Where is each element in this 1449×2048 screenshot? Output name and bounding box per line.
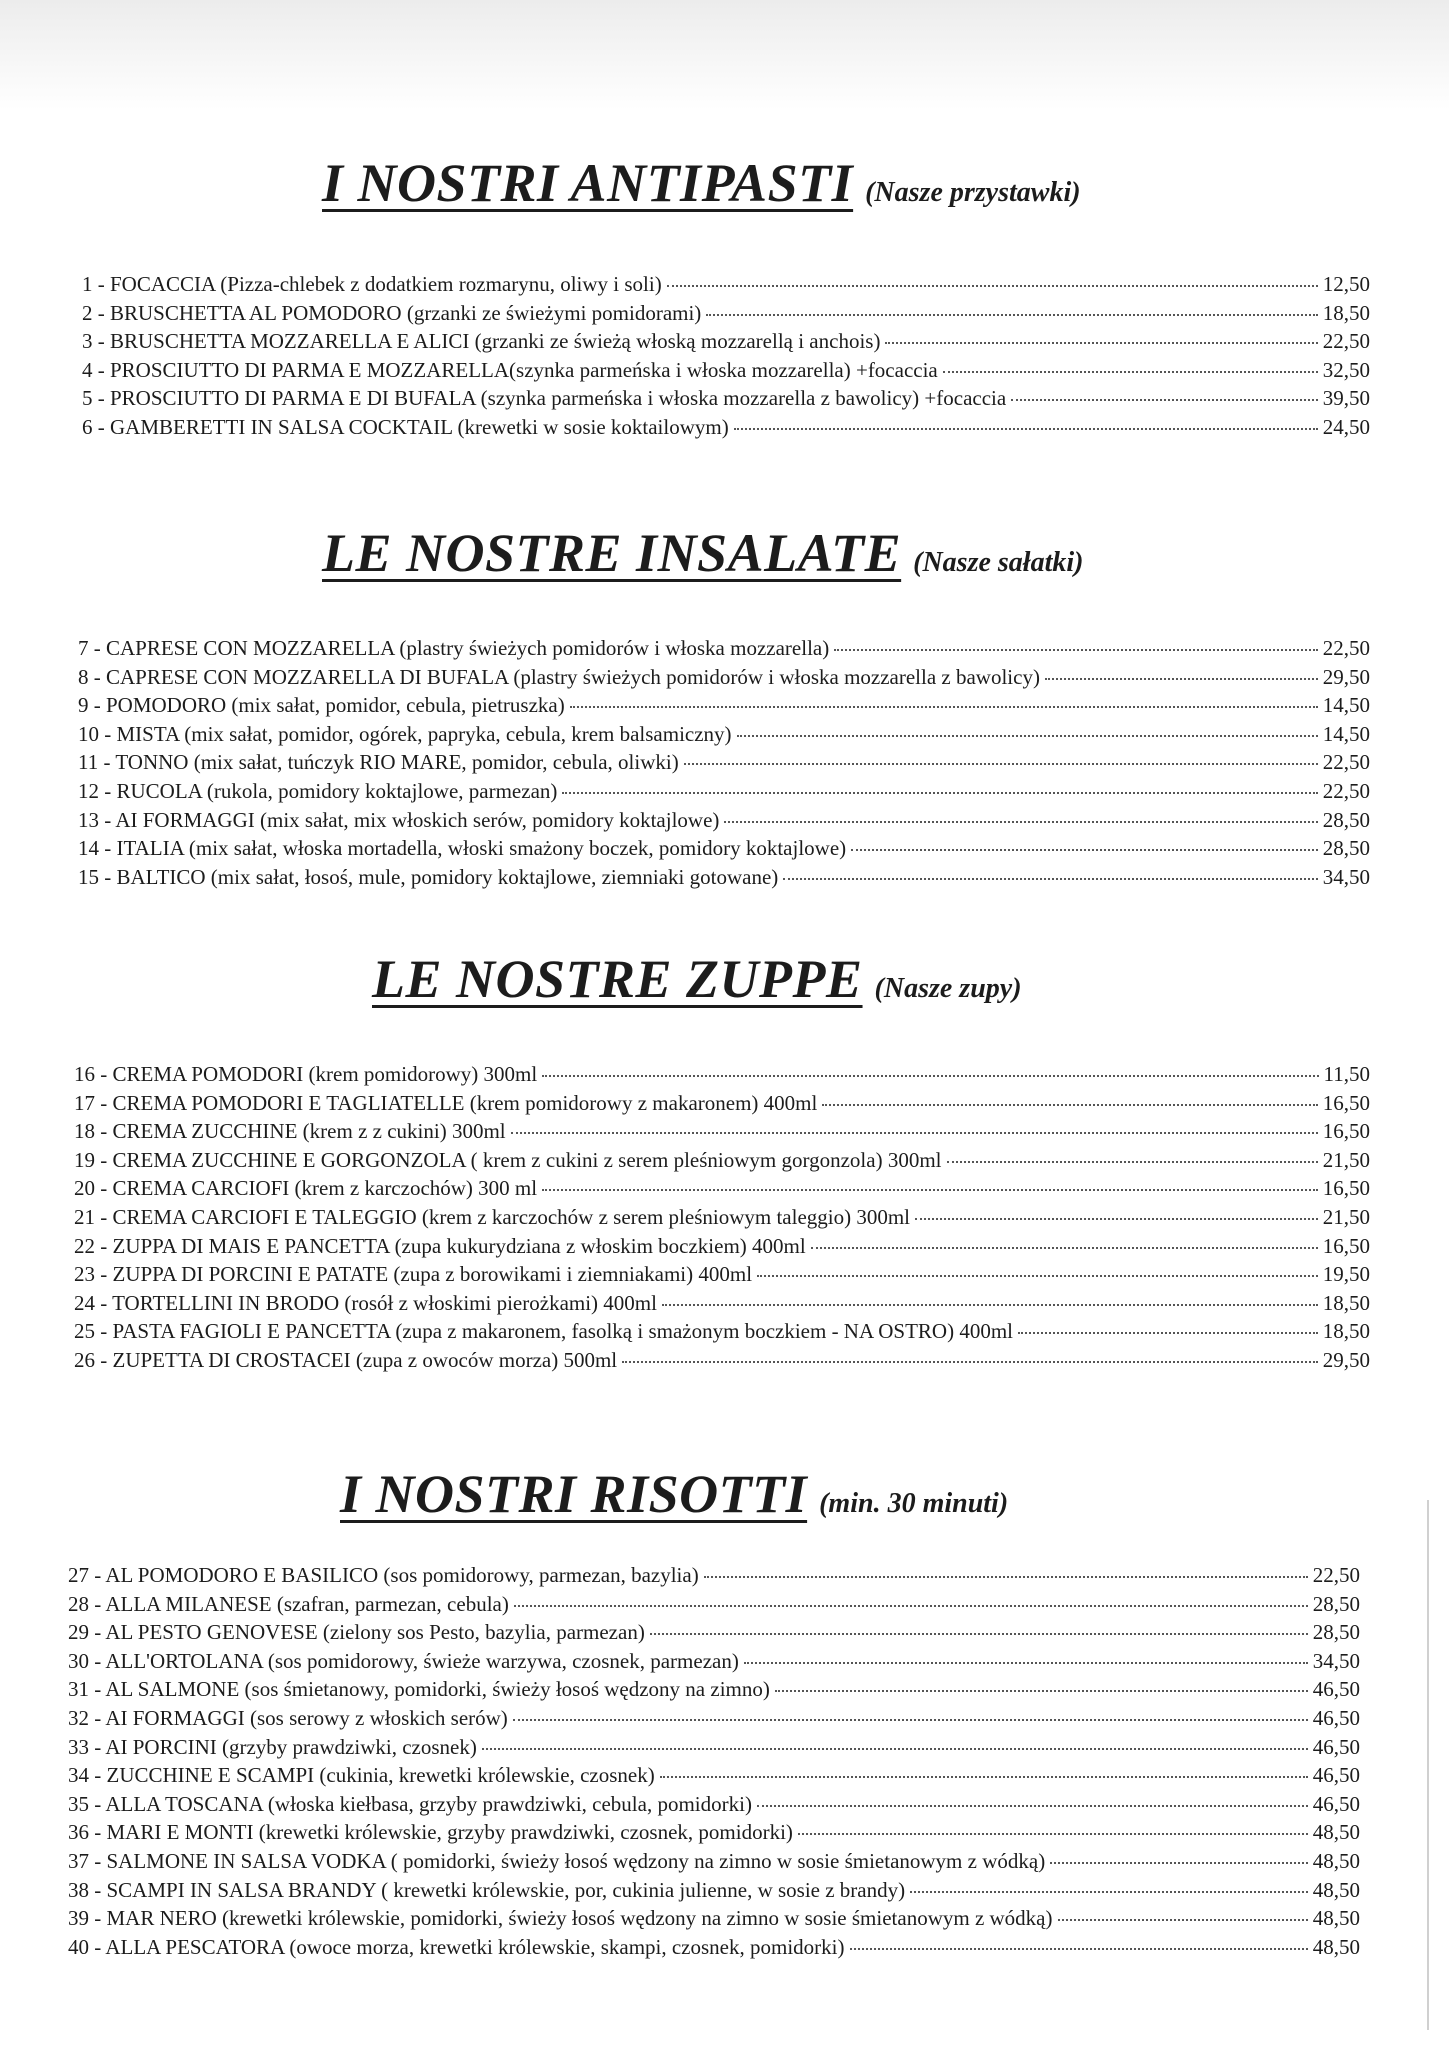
dot-leader xyxy=(684,763,1318,765)
menu-item-price: 46,50 xyxy=(1312,1791,1360,1816)
menu-item xyxy=(74,1348,1370,1377)
menu-item-label: 22 - ZUPPA DI MAIS E PANCETTA (zupa kukurydziana z włoskim boczkiem) 400ml xyxy=(74,1233,806,1258)
menu-item-price: 34,50 xyxy=(1312,1648,1360,1673)
section-heading xyxy=(322,152,1081,214)
menu-item-label: 32 - AI FORMAGGI (sos serowy z włoskich serów) xyxy=(68,1705,508,1730)
menu-item-price: 11,50 xyxy=(1323,1062,1370,1086)
menu-item xyxy=(68,1820,1360,1849)
menu-item xyxy=(74,1205,1370,1234)
section-subtitle: (Nasze zupy) xyxy=(874,973,1022,1004)
menu-item xyxy=(82,358,1370,387)
menu-item xyxy=(74,1119,1370,1148)
menu-item-label: 5 - PROSCIUTTO DI PARMA E DI BUFALA (szynka parmeńska i włoska mozzarella z bawolicy) +focaccia xyxy=(82,386,1007,411)
dot-leader xyxy=(662,1304,1318,1306)
menu-item-price: 18,50 xyxy=(1322,1290,1370,1315)
menu-item-price: 48,50 xyxy=(1312,1934,1360,1959)
menu-item-label: 25 - PASTA FAGIOLI E PANCETTA (zupa z makaronem, fasolką i smażonym boczkiem - NA OSTRO) 400ml xyxy=(74,1319,1013,1344)
dot-leader xyxy=(737,735,1318,737)
menu-item xyxy=(78,750,1370,779)
menu-item-label: 1 - FOCACCIA (Pizza-chlebek z dodatkiem rozmarynu, oliwy i soli) xyxy=(82,272,662,296)
menu-item-price: 22,50 xyxy=(1322,329,1370,354)
menu-item xyxy=(68,1906,1360,1935)
dot-leader xyxy=(734,428,1318,430)
menu-item-label: 19 - CREMA ZUCCHINE E GORGONZOLA ( krem z cukini z serem pleśniowym gorgonzola) 300ml xyxy=(74,1147,942,1172)
menu-item xyxy=(68,1592,1360,1621)
menu-item xyxy=(68,1935,1360,1964)
menu-item xyxy=(74,1262,1370,1291)
menu-item-price: 28,50 xyxy=(1312,1620,1360,1645)
dot-leader xyxy=(1045,678,1318,680)
menu-item-label: 28 - ALLA MILANESE (szafran, parmezan, cebula) xyxy=(68,1591,509,1616)
dot-leader xyxy=(1050,1862,1308,1864)
dot-leader xyxy=(1018,1332,1318,1334)
menu-item xyxy=(68,1706,1360,1735)
menu-item-label: 24 - TORTELLINI IN BRODO (rosół z włoskimi pierożkami) 400ml xyxy=(74,1290,657,1315)
menu-item xyxy=(78,665,1370,694)
dot-leader xyxy=(542,1189,1318,1191)
menu-item-price: 46,50 xyxy=(1312,1677,1360,1702)
menu-item xyxy=(74,1291,1370,1320)
dot-leader xyxy=(706,314,1317,316)
menu-item xyxy=(68,1735,1360,1764)
menu-item xyxy=(82,386,1370,415)
menu-item-label: 35 - ALLA TOSCANA (włoska kiełbasa, grzyby prawdziwki, cebula, pomidorki) xyxy=(68,1791,752,1816)
menu-item xyxy=(82,301,1370,330)
menu-item-label: 13 - AI FORMAGGI (mix sałat, mix włoskich serów, pomidory koktajlowe) xyxy=(78,807,720,832)
menu-item-label: 11 - TONNO (mix sałat, tuńczyk RIO MARE, pomidor, cebula, oliwki) xyxy=(78,750,679,775)
dot-leader xyxy=(562,792,1317,794)
dot-leader xyxy=(542,1075,1318,1077)
menu-item xyxy=(68,1563,1360,1592)
menu-item xyxy=(78,693,1370,722)
scan-edge-line xyxy=(1427,1500,1429,2030)
menu-item xyxy=(74,1148,1370,1177)
menu-item-label: 15 - BALTICO (mix sałat, łosoś, mule, pomidory koktajlowe, ziemniaki gotowane) xyxy=(78,864,779,889)
menu-item-price: 22,50 xyxy=(1322,636,1370,660)
menu-item-price: 19,50 xyxy=(1322,1262,1370,1287)
dot-leader xyxy=(511,1132,1318,1134)
dot-leader xyxy=(822,1104,1317,1106)
menu-item xyxy=(68,1620,1360,1649)
menu-item-price: 18,50 xyxy=(1322,1319,1370,1344)
menu-item-label: 14 - ITALIA (mix sałat, włoska mortadella, włoski smażony boczek, pomidory koktajlowe) xyxy=(78,836,847,861)
menu-item-price: 46,50 xyxy=(1312,1734,1360,1759)
dot-leader xyxy=(1058,1919,1308,1921)
menu-item-label: 30 - ALL'ORTOLANA (sos pomidorowy, świeże warzywa, czosnek, parmezan) xyxy=(68,1648,739,1673)
dot-leader xyxy=(885,342,1317,344)
section-subtitle: (Nasze sałatki) xyxy=(913,547,1084,578)
menu-item-price: 29,50 xyxy=(1322,1347,1370,1372)
menu-item xyxy=(68,1849,1360,1878)
menu-item xyxy=(68,1763,1360,1792)
menu-item-price: 28,50 xyxy=(1322,836,1370,861)
section-heading xyxy=(372,948,1022,1010)
menu-item-label: 12 - RUCOLA (rukola, pomidory koktajlowe, parmezan) xyxy=(78,778,558,803)
dot-leader xyxy=(757,1805,1308,1807)
menu-item-label: 23 - ZUPPA DI PORCINI E PATATE (zupa z borowikami i ziemniakami) 400ml xyxy=(74,1262,753,1287)
menu-item-label: 4 - PROSCIUTTO DI PARMA E MOZZARELLA(szynka parmeńska i włoska mozzarella) +focaccia xyxy=(82,357,938,382)
menu-item-price: 29,50 xyxy=(1322,664,1370,689)
menu-item-label: 34 - ZUCCHINE E SCAMPI (cukinia, krewetki królewskie, czosnek) xyxy=(68,1763,655,1788)
dot-leader xyxy=(811,1247,1318,1249)
menu-item xyxy=(78,722,1370,751)
dot-leader xyxy=(947,1161,1318,1163)
menu-item-price: 48,50 xyxy=(1312,1820,1360,1845)
menu-item-list xyxy=(74,1062,1370,1377)
dot-leader xyxy=(482,1748,1308,1750)
dot-leader xyxy=(798,1833,1308,1835)
menu-item xyxy=(82,329,1370,358)
menu-item-price: 14,50 xyxy=(1322,693,1370,718)
menu-item-price: 46,50 xyxy=(1312,1705,1360,1730)
menu-item xyxy=(78,865,1370,894)
menu-item-label: 40 - ALLA PESCATORA (owoce morza, krewetki królewskie, skampi, czosnek, pomidorki) xyxy=(68,1934,845,1959)
menu-item xyxy=(68,1677,1360,1706)
menu-item xyxy=(74,1234,1370,1263)
menu-item xyxy=(82,272,1370,301)
menu-item-price: 48,50 xyxy=(1312,1906,1360,1931)
menu-item xyxy=(68,1792,1360,1821)
menu-item xyxy=(78,808,1370,837)
dot-leader xyxy=(570,706,1318,708)
menu-item xyxy=(74,1062,1370,1091)
menu-item-price: 21,50 xyxy=(1322,1204,1370,1229)
menu-item xyxy=(74,1091,1370,1120)
menu-item-label: 2 - BRUSCHETTA AL POMODORO (grzanki ze świeżymi pomidorami) xyxy=(82,300,702,325)
menu-item xyxy=(78,636,1370,665)
dot-leader xyxy=(915,1218,1318,1220)
menu-item-list xyxy=(82,272,1370,444)
menu-item-price: 16,50 xyxy=(1322,1176,1370,1201)
menu-item xyxy=(74,1176,1370,1205)
dot-leader xyxy=(783,878,1317,880)
menu-item-price: 21,50 xyxy=(1322,1147,1370,1172)
menu-item-price: 18,50 xyxy=(1322,300,1370,325)
menu-item-label: 27 - AL POMODORO E BASILICO (sos pomidorowy, parmezan, bazylia) xyxy=(68,1563,699,1587)
menu-item-label: 33 - AI PORCINI (grzyby prawdziwki, czosnek) xyxy=(68,1734,477,1759)
menu-item-label: 8 - CAPRESE CON MOZZARELLA DI BUFALA (plastry świeżych pomidorów i włoska mozzarella z bawolicy) xyxy=(78,664,1040,689)
menu-item-label: 9 - POMODORO (mix sałat, pomidor, cebula, pietruszka) xyxy=(78,693,565,718)
menu-item-label: 20 - CREMA CARCIOFI (krem z karczochów) 300 ml xyxy=(74,1176,538,1201)
menu-item-price: 16,50 xyxy=(1322,1233,1370,1258)
menu-item-price: 28,50 xyxy=(1312,1591,1360,1616)
menu-item-price: 34,50 xyxy=(1322,864,1370,889)
dot-leader xyxy=(757,1275,1318,1277)
menu-item-price: 16,50 xyxy=(1322,1119,1370,1144)
menu-item-price: 48,50 xyxy=(1312,1848,1360,1873)
dot-leader xyxy=(513,1719,1308,1721)
menu-item-list xyxy=(78,636,1370,893)
menu-item-price: 22,50 xyxy=(1322,778,1370,803)
menu-item-label: 18 - CREMA ZUCCHINE (krem z z cukini) 300ml xyxy=(74,1119,506,1144)
menu-item-price: 14,50 xyxy=(1322,721,1370,746)
menu-item-list xyxy=(68,1563,1360,1963)
dot-leader xyxy=(943,371,1318,373)
menu-item-price: 46,50 xyxy=(1312,1763,1360,1788)
menu-item-price: 22,50 xyxy=(1312,1563,1360,1587)
menu-item-price: 22,50 xyxy=(1322,750,1370,775)
dot-leader xyxy=(667,285,1318,287)
dot-leader xyxy=(622,1361,1318,1363)
menu-item-price: 16,50 xyxy=(1322,1090,1370,1115)
dot-leader xyxy=(650,1633,1308,1635)
dot-leader xyxy=(850,1948,1308,1950)
menu-item-label: 16 - CREMA POMODORI (krem pomidorowy) 300ml xyxy=(74,1062,538,1086)
menu-item-label: 36 - MARI E MONTI (krewetki królewskie, grzyby prawdziwki, czosnek, pomidorki) xyxy=(68,1820,793,1845)
dot-leader xyxy=(851,849,1318,851)
menu-item xyxy=(78,779,1370,808)
dot-leader xyxy=(834,649,1318,651)
dot-leader xyxy=(514,1605,1308,1607)
menu-item-label: 21 - CREMA CARCIOFI E TALEGGIO (krem z karczochów z serem pleśniowym taleggio) 300ml xyxy=(74,1204,911,1229)
menu-item-label: 3 - BRUSCHETTA MOZZARELLA E ALICI (grzanki ze świeżą włoską mozzarellą i anchois) xyxy=(82,329,881,354)
menu-item-price: 28,50 xyxy=(1322,807,1370,832)
section-heading xyxy=(322,522,1083,584)
menu-item-label: 37 - SALMONE IN SALSA VODKA ( pomidorki, świeży łosoś wędzony na zimno w sosie śmietanowym z wódką) xyxy=(68,1848,1046,1873)
menu-item-price: 12,50 xyxy=(1322,272,1370,296)
menu-item-price: 48,50 xyxy=(1312,1877,1360,1902)
menu-item xyxy=(82,415,1370,444)
menu-item-label: 26 - ZUPETTA DI CROSTACEI (zupa z owoców morza) 500ml xyxy=(74,1347,618,1372)
menu-item-label: 10 - MISTA (mix sałat, pomidor, ogórek, papryka, cebula, krem balsamiczny) xyxy=(78,721,732,746)
menu-item-label: 31 - AL SALMONE (sos śmietanowy, pomidorki, świeży łosoś wędzony na zimno) xyxy=(68,1677,770,1702)
menu-item xyxy=(74,1319,1370,1348)
menu-item-label: 6 - GAMBERETTI IN SALSA COCKTAIL (krewetki w sosie koktailowym) xyxy=(82,414,729,439)
menu-item-label: 38 - SCAMPI IN SALSA BRANDY ( krewetki królewskie, por, cukinia julienne, w sosie z brandy) xyxy=(68,1877,906,1902)
dot-leader xyxy=(1011,399,1318,401)
menu-item-label: 7 - CAPRESE CON MOZZARELLA (plastry świeżych pomidorów i włoska mozzarella) xyxy=(78,636,830,660)
menu-item-label: 39 - MAR NERO (krewetki królewskie, pomidorki, świeży łosoś wędzony na zimno w sosie śmietanowym z wódką) xyxy=(68,1906,1053,1931)
section-title: I NOSTRI RISOTTI xyxy=(340,1464,808,1524)
dot-leader xyxy=(704,1576,1308,1578)
dot-leader xyxy=(910,1891,1308,1893)
section-title: I NOSTRI ANTIPASTI xyxy=(322,153,854,213)
dot-leader xyxy=(775,1690,1308,1692)
menu-item xyxy=(78,836,1370,865)
section-subtitle: (Nasze przystawki) xyxy=(865,177,1081,208)
dot-leader xyxy=(660,1776,1308,1778)
section-title: LE NOSTRE ZUPPE xyxy=(372,949,863,1009)
dot-leader xyxy=(744,1662,1308,1664)
menu-item xyxy=(68,1878,1360,1907)
menu-item xyxy=(68,1649,1360,1678)
section-heading xyxy=(340,1463,1008,1525)
scan-shadow xyxy=(0,0,1449,110)
section-subtitle: (min. 30 minuti) xyxy=(819,1488,1009,1519)
menu-item-label: 29 - AL PESTO GENOVESE (zielony sos Pesto, bazylia, parmezan) xyxy=(68,1620,645,1645)
menu-item-price: 24,50 xyxy=(1322,414,1370,439)
dot-leader xyxy=(724,821,1317,823)
section-title: LE NOSTRE INSALATE xyxy=(322,523,902,583)
menu-item-label: 17 - CREMA POMODORI E TAGLIATELLE (krem pomidorowy z makaronem) 400ml xyxy=(74,1090,818,1115)
menu-item-price: 39,50 xyxy=(1322,386,1370,411)
menu-item-price: 32,50 xyxy=(1322,357,1370,382)
